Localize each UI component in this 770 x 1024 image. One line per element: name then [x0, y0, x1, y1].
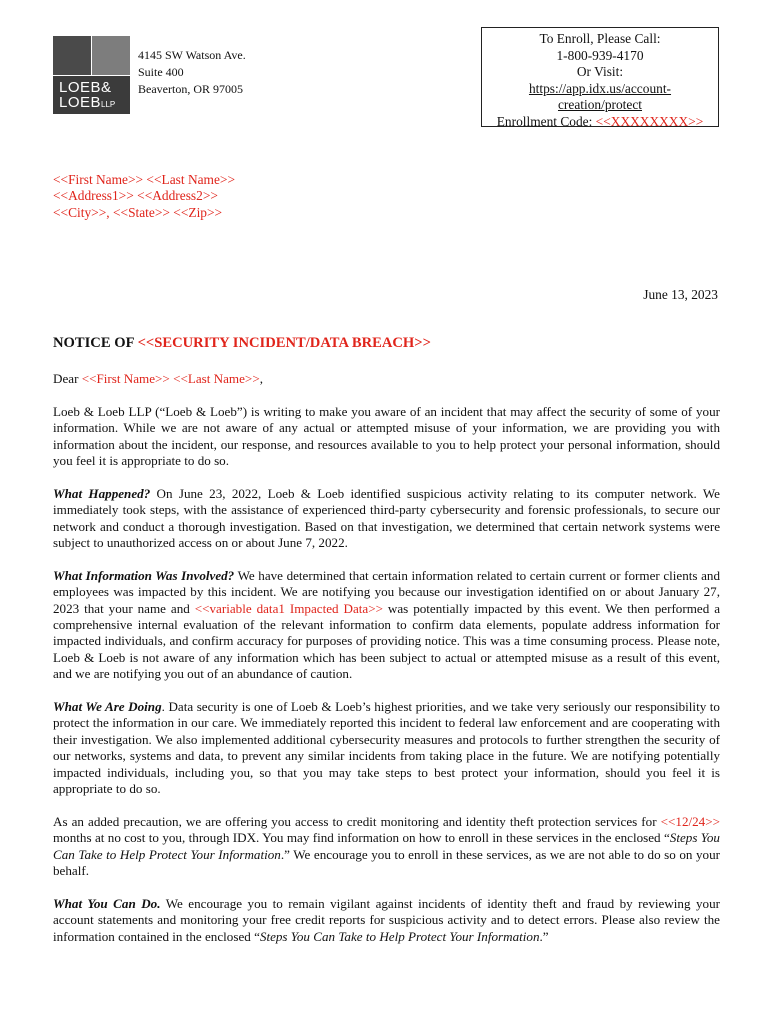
logo-square-top-right	[92, 36, 130, 75]
recipient-name: <<First Name>> <<Last Name>>	[53, 172, 236, 187]
enroll-call-label: To Enroll, Please Call:	[539, 31, 661, 46]
recipient-address	[53, 172, 235, 221]
notice-heading: NOTICE OF <<SECURITY INCIDENT/DATA BREACH>>	[53, 335, 431, 351]
loeb-loeb-logo	[53, 36, 130, 114]
logo-square-top-left	[53, 36, 91, 75]
paragraph-what-you-can-do: What You Can Do. We encourage you to remain vigilant against incidents of identity theft and fraud by reviewing your account statements and monitoring your free credit reports for suspicious activity and to detect errors. Please also review the information contained in the enclosed “Steps You Can Take to Help Protect Your Information.”	[53, 895, 720, 944]
enroll-phone[interactable]: 1-800-939-4170	[556, 47, 644, 63]
logo-text-line1: LOEB&	[59, 79, 112, 96]
letter-date: June 13, 2023	[643, 287, 718, 302]
enroll-url-part1[interactable]: https://app.idx.us/account-	[528, 80, 672, 96]
what-you-can-do-heading: What You Can Do.	[53, 895, 161, 911]
paragraph-added-precaution: As an added precaution, we are offering you access to credit monitoring and identity theft protection services for <<12/24>> months at no cost to you, through IDX. You may find information on how to enroll in these services in the enclosed “Steps You Can Take to Help Protect Your Information.” We encourage you to enroll in these services, as we are not able to do so on your behalf.	[53, 813, 720, 879]
enroll-url-part2[interactable]: creation/protect	[557, 97, 643, 113]
enrollment-box	[481, 27, 719, 127]
greeting: Dear <<First Name>> <<Last Name>>,	[53, 371, 263, 386]
notice-heading-variable: <<SECURITY INCIDENT/DATA BREACH>>	[137, 335, 431, 351]
sender-street: 4145 SW Watson Ave.	[138, 48, 246, 62]
enroll-visit-label: Or Visit:	[576, 64, 624, 80]
sender-suite: Suite 400	[138, 65, 184, 79]
recipient-city: <<City>>, <<State>> <<Zip>>	[53, 204, 223, 220]
recipient-street: <<Address1>> <<Address2>>	[53, 188, 218, 204]
what-we-are-doing-heading: What We Are Doing	[53, 699, 162, 715]
paragraph-intro: Loeb & Loeb LLP (“Loeb & Loeb”) is writing to make you aware of an incident that may affect the security of some of your information. While we are not aware of any actual or attempted misuse of your information, we are providing you with information about the incident, our response, and resources available to you to help protect your personal information, should you feel it is appropriate to do so.	[53, 403, 720, 469]
what-happened-heading: What Happened?	[53, 485, 151, 501]
sender-city: Beaverton, OR 97005	[138, 82, 243, 96]
logo-text-line2: LOEBLLP	[59, 94, 116, 111]
information-involved-heading: What Information Was Involved?	[53, 567, 235, 583]
paragraph-what-happened: What Happened? On June 23, 2022, Loeb & Loeb identified suspicious activity relating to its computer network. We immediately took steps, with the assistance of experienced third-party cybersecurity and forensic professionals, to secure our network and conduct a thorough investigation. Based on that investigation, we determined that certain network systems were subject to unauthorized access on or about June 7, 2022.	[53, 485, 720, 551]
letter-body	[53, 371, 720, 962]
sender-address	[138, 47, 246, 98]
enrollment-code-value: <<XXXXXXXX>>	[595, 113, 704, 129]
paragraph-what-we-are-doing: What We Are Doing. Data security is one of Loeb & Loeb’s highest priorities, and we take very seriously our responsibility to protect the information in our care. We immediately reported this incident to federal law enforcement and are cooperating with their investigation. We also implemented additional cybersecurity measures and protocols to further strengthen the security of our networks, systems and data, to prevent any similar incidents from taking place in the future. We are notifying potentially impacted individuals, including you, so that you may take steps to best protect your information, should you feel it is appropriate to do so.	[53, 699, 720, 797]
enrollment-code: Enrollment Code: <<XXXXXXXX>>	[496, 113, 704, 129]
paragraph-information-involved: What Information Was Involved? We have determined that certain information related to certain current or former clients and employees was impacted by this incident. We are notifying you because our investigation identified on or about January 27, 2023 that your name and <<variable data1 Impacted Data>> was potentially impacted by this event. We then performed a comprehensive internal evaluation of the relevant information to confirm data elements, populate address information for impacted individuals, and confirm accuracy for purposes of providing notice. This was a time consuming process. Please note, Loeb & Loeb is not aware of any information which has been subject to actual or attempted misuse as a result of this event, and we are notifying you out of an abundance of caution.	[53, 567, 720, 682]
